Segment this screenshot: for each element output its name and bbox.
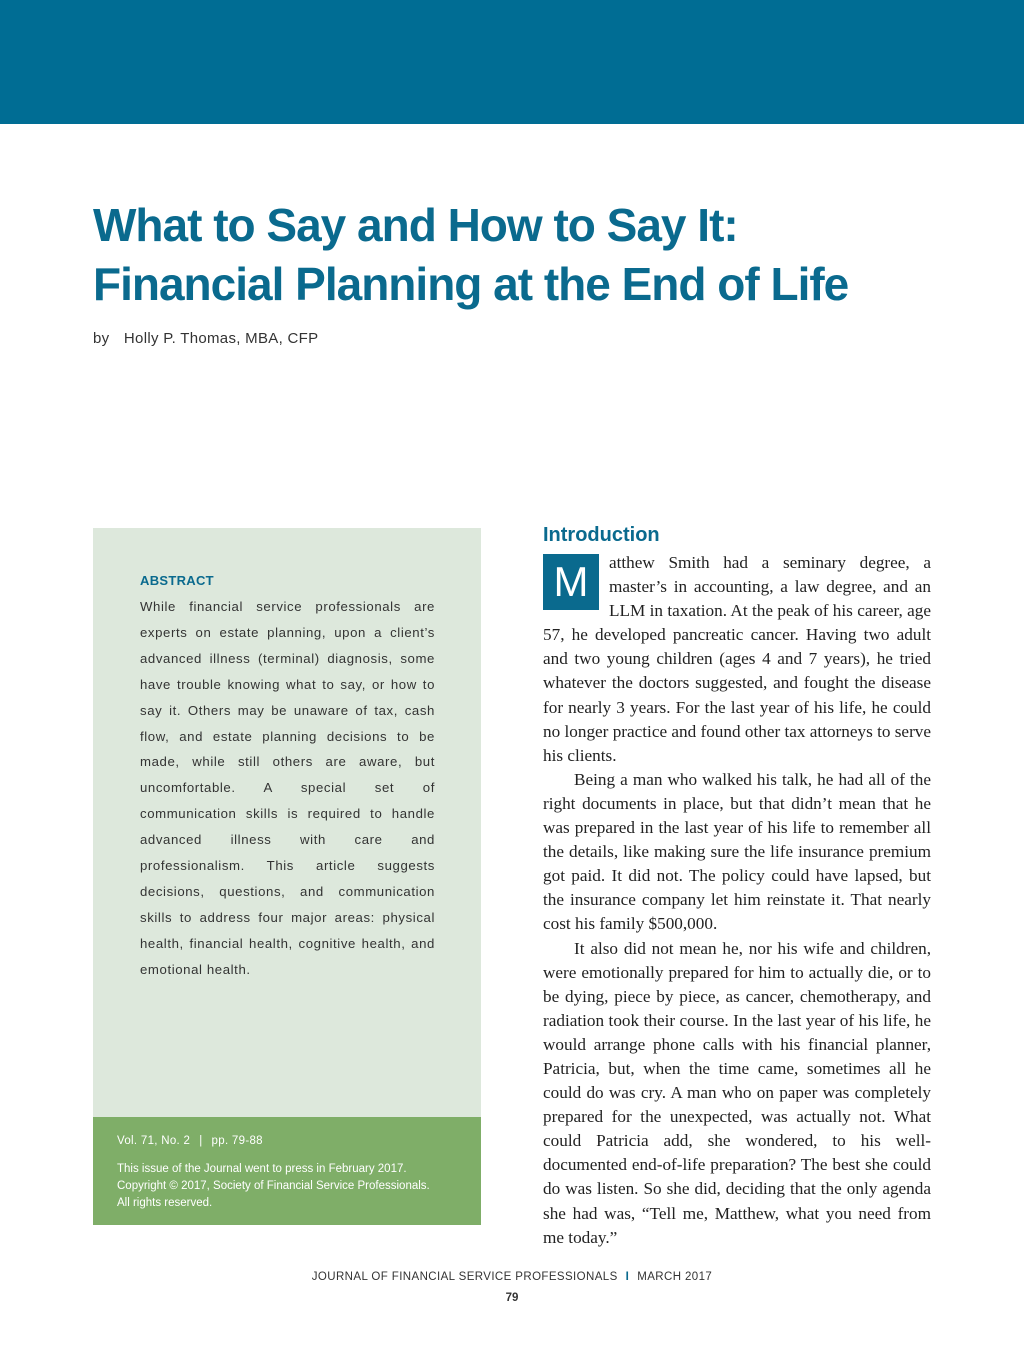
drop-cap-space <box>543 551 609 617</box>
title-line-1: What to Say and How to Say It: <box>93 199 738 251</box>
body-paragraph-3: It also did not mean he, nor his wife and children, were emotionally prepared for him to actually die, or to be dying, piece by piece, as cancer, chemotherapy, and radiation took their course. In the last year of his life, he would arrange phone calls with his financial planner, Patricia, but, when the time came, sometimes all he could do was cry. A man who on paper was completely prepared for the unexpected, was actually not. What could Patricia add, she wondered, to his well-documented end-of-life preparation? The best she could do was listen. So she did, deciding that the only agenda she had was, “Tell me, Matthew, what you need from me today.” <box>543 938 931 1247</box>
abstract-text: While financial service professionals are experts on estate planning, upon a client’s advanced illness (terminal) diagnosis, some have trouble knowing what to say, or how to say it. Others may be unaware of tax, cash flow, and estate planning decisions to be made, while still others are aware, but uncomfortable. A special set of communication skills is required to handle advanced illness with care and professionalism. This article suggests decisions, questions, and communication skills to address four major areas: physical health, financial health, cognitive health, and emotional health. <box>140 599 435 977</box>
press-note: This issue of the Journal went to press in February 2017. <box>117 1163 407 1175</box>
footer-journal-name: JOURNAL OF FINANCIAL SERVICE PROFESSIONALS <box>311 1271 618 1283</box>
issue-volume-line <box>117 1135 263 1147</box>
body-paragraph-1 <box>543 551 931 768</box>
abstract-heading: ABSTRACT <box>140 573 214 588</box>
issue-press-note <box>117 1161 477 1212</box>
drop-cap: M <box>543 554 599 610</box>
body-paragraph-2: Being a man who walked his talk, he had all of the right documents in place, but that didn’t mean that he was prepared in the last year of his life to remember all the details, like making sure the life insurance premium got paid. It did not. The policy could have lapsed, but the insurance company let him reinstate it. That nearly cost his family $500,000. <box>543 769 931 934</box>
page-number: 79 <box>505 1292 519 1304</box>
section-heading-introduction: Introduction <box>543 524 660 546</box>
abstract-box <box>93 528 481 1117</box>
copyright-note: Copyright © 2017, Society of Financial Service Professionals. <box>117 1180 430 1192</box>
footer-date: MARCH 2017 <box>637 1271 713 1283</box>
rights-note: All rights reserved. <box>117 1197 213 1209</box>
issue-info-box <box>93 1117 481 1225</box>
issue-separator: | <box>199 1135 203 1147</box>
paragraph-1-text: atthew Smith had a seminary degree, a master’s in accounting, a law degree, and an LLM in taxation. At the peak of his career, age 57, he developed pancreatic cancer. Having two adult and two young children (ages 4 and 7 years), he tried whatever the doctors suggested, and fought the disease for nearly 3 years. For the last year of his life, he could no longer practice and found other tax attorneys to serve his clients. <box>543 553 932 765</box>
footer-running-line <box>0 1271 1024 1283</box>
author-name: Holly P. Thomas, MBA, CFP <box>123 330 319 347</box>
title-line-2: Financial Planning at the End of Life <box>93 258 849 310</box>
issue-volume: Vol. 71, No. 2 <box>117 1135 191 1147</box>
article-title <box>93 196 973 314</box>
header-band <box>0 0 1024 124</box>
byline-by: by <box>93 330 110 347</box>
byline <box>93 330 318 347</box>
article-body <box>543 551 931 1250</box>
footer-separator: I <box>625 1271 630 1283</box>
issue-pages: pp. 79-88 <box>211 1135 263 1147</box>
